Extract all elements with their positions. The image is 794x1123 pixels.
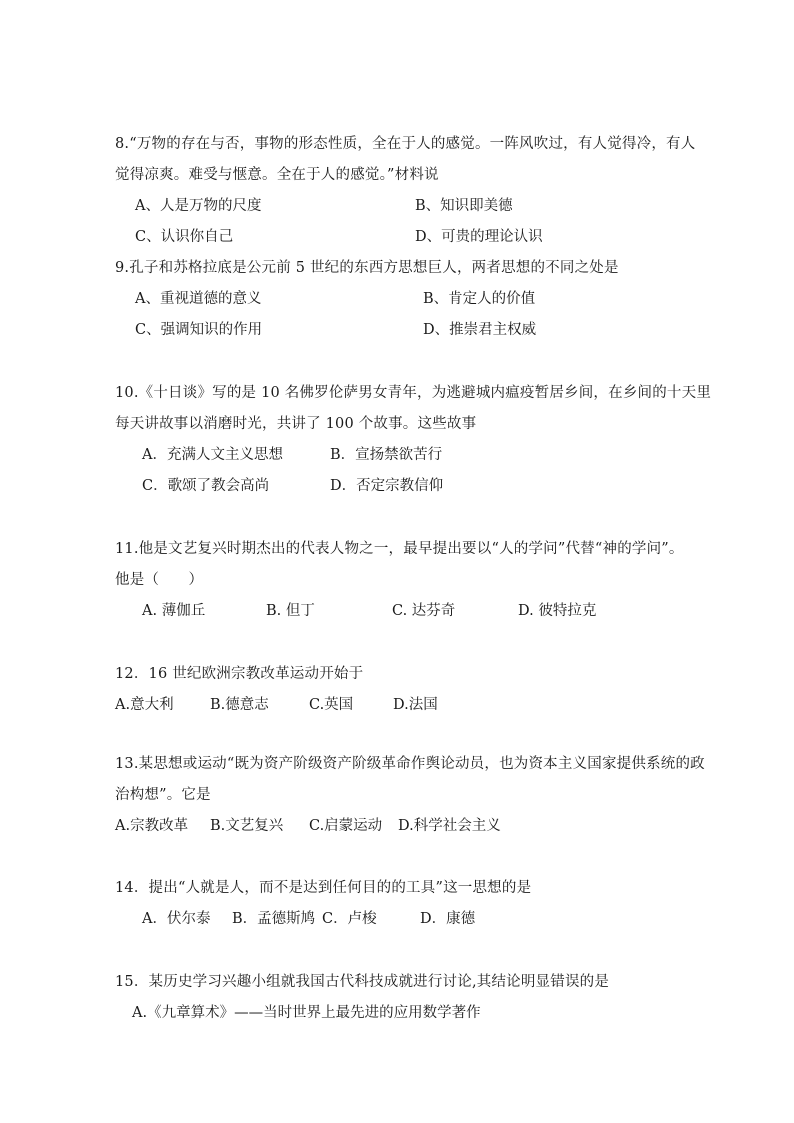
question-13-option-a: A.宗教改革 — [115, 818, 189, 834]
question-10-option-c: C．歌颂了教会高尚 — [142, 478, 270, 494]
question-8-option-d: D、可贵的理论认识 — [415, 229, 543, 245]
question-15-option-a: A.《九章算术》——当时世界上最先进的应用数学著作 — [132, 1005, 481, 1021]
question-10-option-a: A．充满人文主义思想 — [142, 447, 283, 463]
question-13-option-c: C.启蒙运动 — [309, 818, 383, 834]
question-9-option-a: A、重视道德的意义 — [135, 291, 262, 307]
question-15-stem-line-1: 15．某历史学习兴趣小组就我国古代科技成就进行讨论,其结论明显错误的是 — [115, 974, 610, 990]
question-9-stem-line-1: 9.孔子和苏格拉底是公元前 5 世纪的东西方思想巨人，两者思想的不同之处是 — [115, 260, 619, 276]
question-11-stem-line-2: 他是（ ） — [115, 572, 204, 588]
question-11-option-c: C. 达芬奇 — [392, 603, 456, 619]
question-13-option-d: D.科学社会主义 — [398, 818, 501, 834]
question-12-stem-line-1: 12．16 世纪欧洲宗教改革运动开始于 — [115, 666, 364, 682]
question-12-option-a: A.意大利 — [115, 697, 174, 713]
question-12-option-c: C.英国 — [309, 697, 354, 713]
question-14-stem-line-1: 14．提出“人就是人，而不是达到任何目的的工具”这一思想的是 — [115, 880, 532, 896]
question-9-option-d: D、推崇君主权威 — [423, 322, 537, 338]
question-14-option-d: D．康德 — [420, 911, 476, 927]
question-14-option-c: C．卢梭 — [322, 911, 377, 927]
question-10-option-b: B．宣扬禁欲苦行 — [330, 447, 443, 463]
question-8-option-b: B、知识即美德 — [415, 198, 513, 214]
question-11-option-a: A. 薄伽丘 — [142, 603, 206, 619]
question-10-option-d: D．否定宗教信仰 — [330, 478, 444, 494]
question-11-option-b: B. 但丁 — [266, 603, 315, 619]
question-8-stem-line-2: 觉得凉爽。难受与惬意。全在于人的感觉。”材料说 — [115, 167, 439, 183]
question-10-stem-line-2: 每天讲故事以消磨时光，共讲了 100 个故事。这些故事 — [115, 416, 477, 432]
question-13-stem-line-2: 治构想”。它是 — [115, 787, 211, 803]
question-14-option-b: B．孟德斯鸠 — [232, 911, 316, 927]
question-9-option-b: B、肯定人的价值 — [423, 291, 536, 307]
question-10-stem-line-1: 10.《十日谈》写的是 10 名佛罗伦萨男女青年，为逃避城内瘟疫暂居乡间，在乡间的十天里 — [115, 385, 712, 401]
question-14-option-a: A．伏尔泰 — [142, 911, 211, 927]
question-11-stem-line-1: 11.他是文艺复兴时期杰出的代表人物之一，最早提出要以“人的学问”代替“神的学问”。 — [115, 541, 684, 557]
question-12-option-b: B.德意志 — [210, 697, 269, 713]
question-8-option-a: A、人是万物的尺度 — [135, 198, 262, 214]
question-8-option-c: C、认识你自己 — [135, 229, 234, 245]
question-13-option-b: B.文艺复兴 — [210, 818, 284, 834]
question-8-stem-line-1: 8.“万物的存在与否，事物的形态性质，全在于人的感觉。一阵风吹过，有人觉得冷，有人 — [115, 136, 696, 152]
question-11-option-d: D. 彼特拉克 — [518, 603, 597, 619]
question-12-option-d: D.法国 — [393, 697, 438, 713]
question-13-stem-line-1: 13.某思想或运动“既为资产阶级资产阶级革命作舆论动员，也为资本主义国家提供系统的政 — [115, 756, 705, 772]
question-9-option-c: C、强调知识的作用 — [135, 322, 263, 338]
